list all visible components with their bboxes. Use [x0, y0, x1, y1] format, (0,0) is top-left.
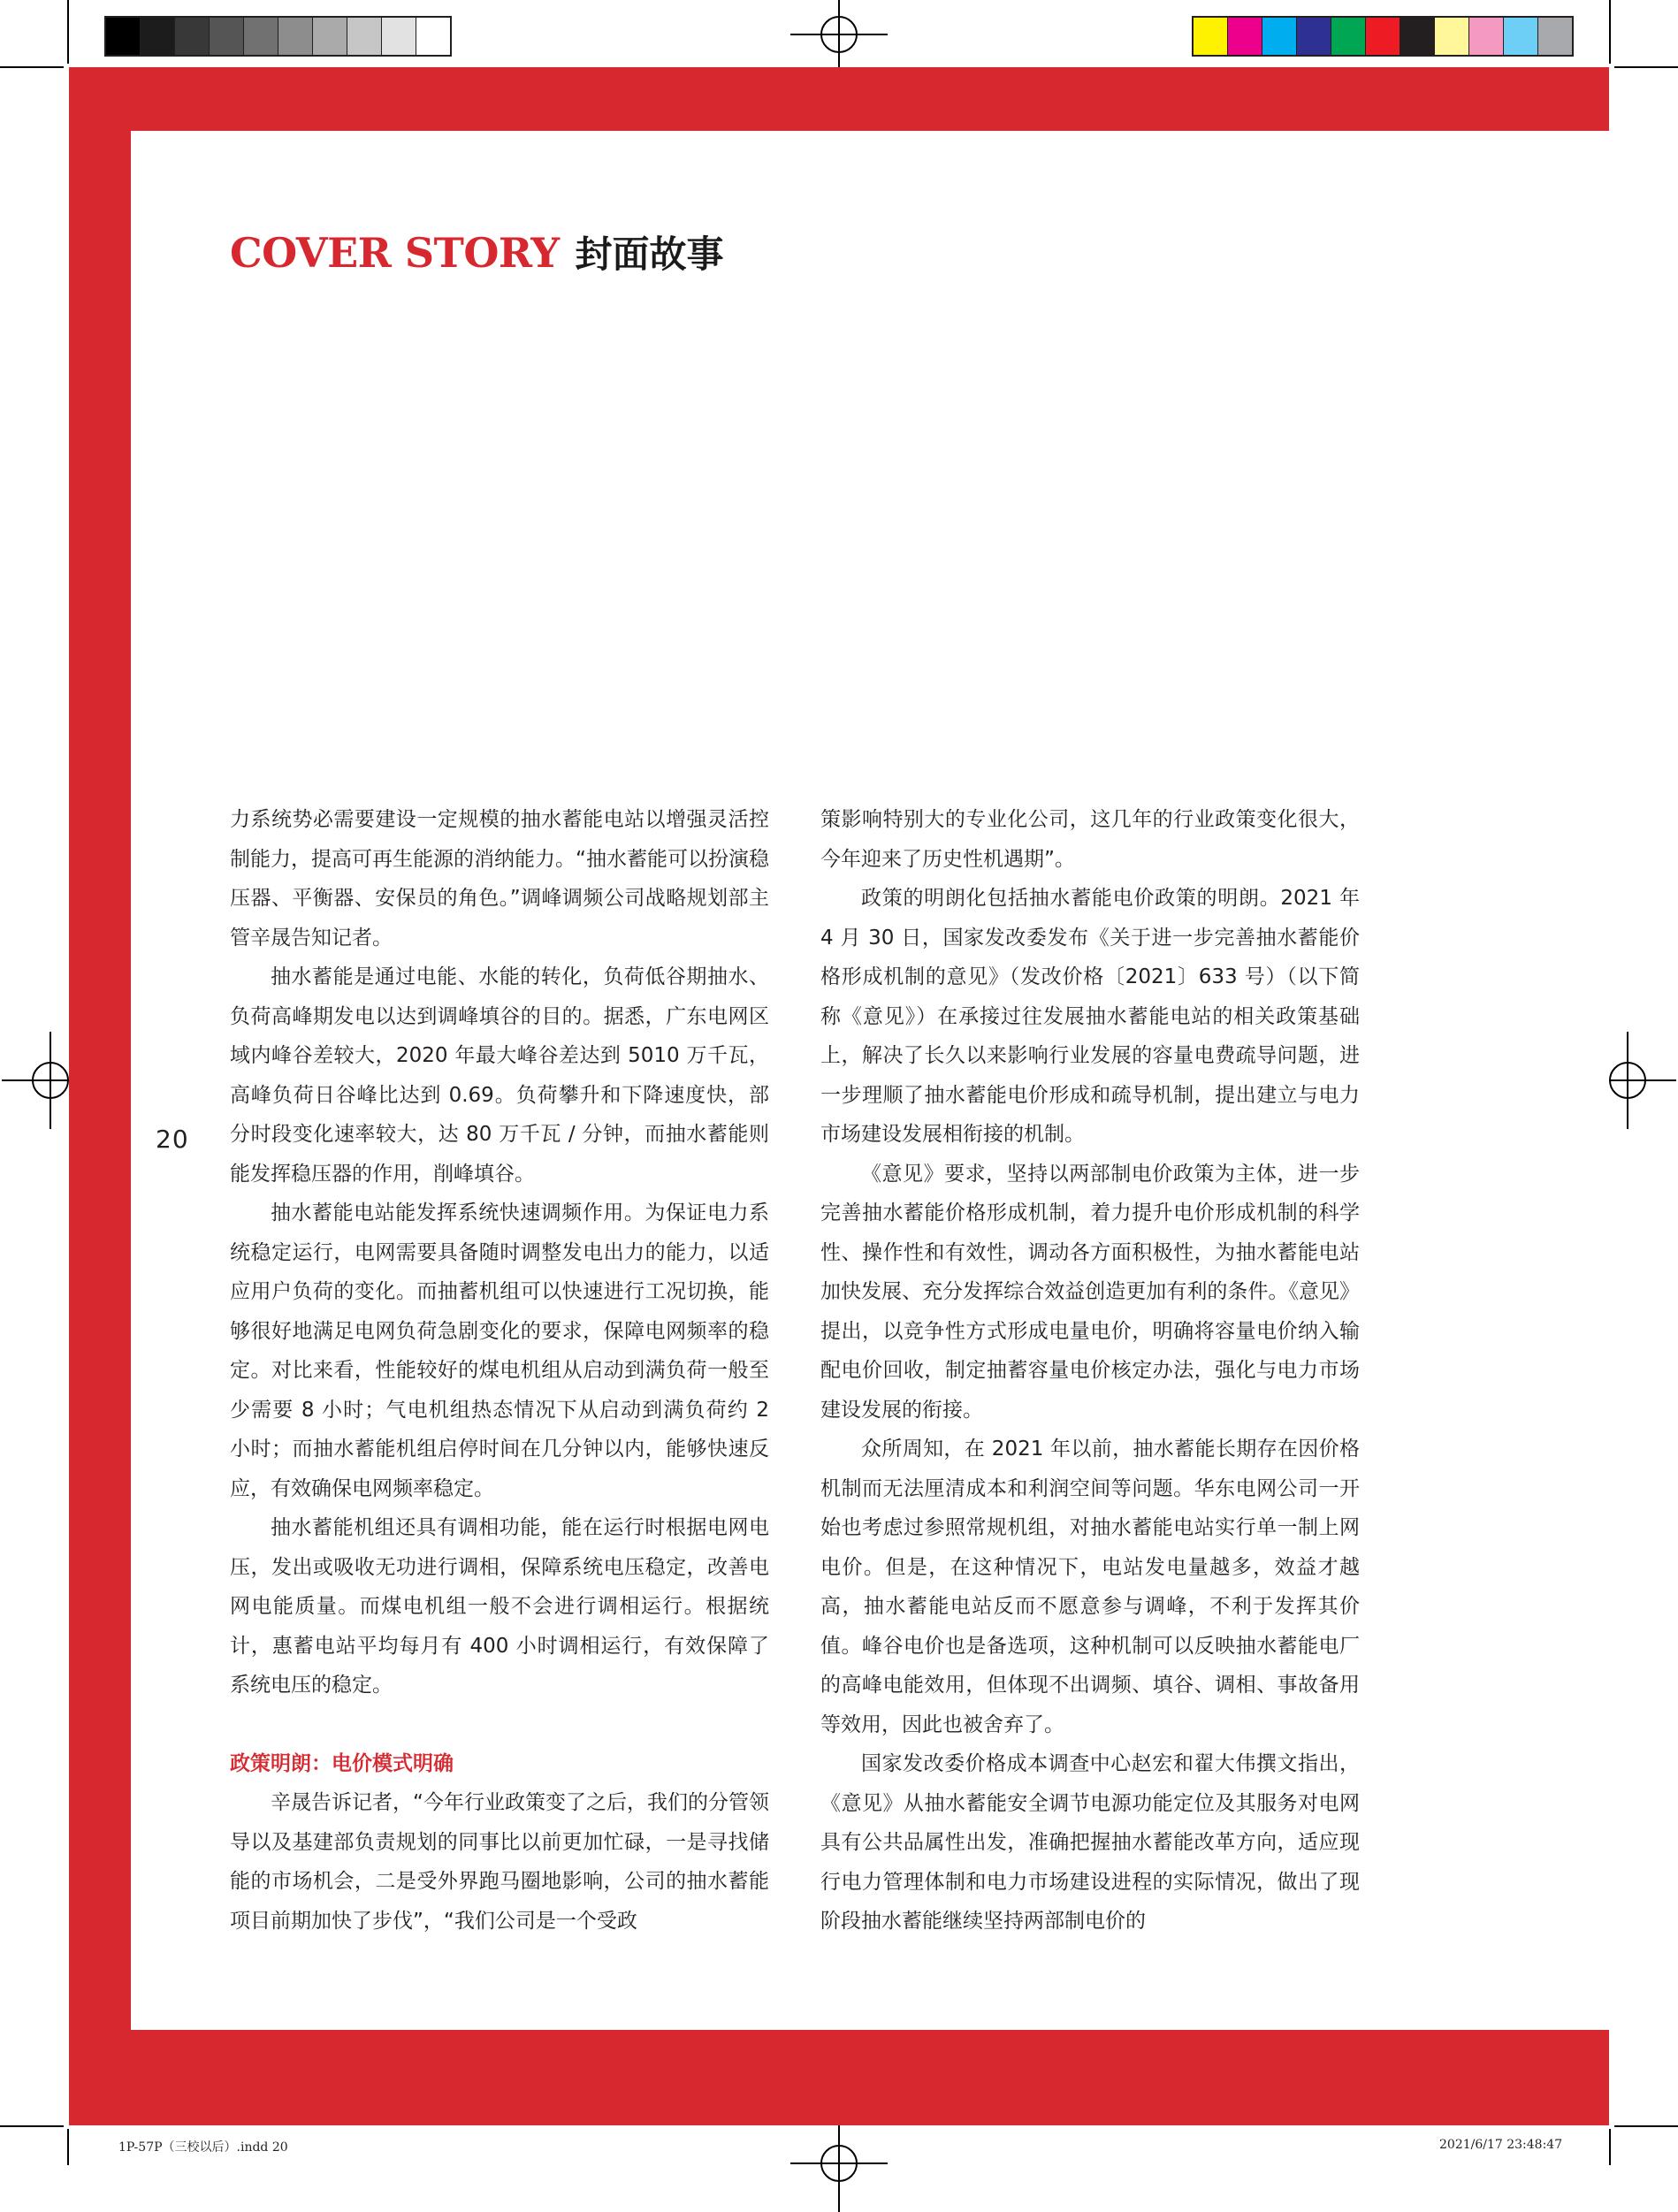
color-swatch	[278, 18, 313, 55]
trim-mark-bl-h	[0, 2125, 64, 2127]
paragraph: 辛晟告诉记者，“今年行业政策变了之后，我们的分管领导以及基建部负责规划的同事比以前更加忙碌，一是寻找储能的市场机会，二是受外界跑马圈地影响，公司的抽水蓄能项目前期加快了步伐”，“我们公司是一个受政	[230, 1791, 769, 1933]
color-swatch	[1366, 18, 1400, 55]
paragraph: 力系统势必需要建设一定规模的抽水蓄能电站以增强灵活控制能力，提高可再生能源的消纳能力。“抽水蓄能可以扮演稳压器、平衡器、安保员的角色。”调峰调频公司战略规划部主管辛晟告知记者。	[230, 808, 769, 950]
trim-mark-tr-v	[1609, 0, 1611, 64]
section-header	[230, 225, 724, 278]
color-swatch	[313, 18, 347, 55]
color-swatch	[1331, 18, 1366, 55]
trim-mark-br-v	[1609, 2129, 1611, 2165]
section-subheading: 政策明朗：电价模式明确	[230, 1751, 454, 1775]
color-swatch	[416, 18, 450, 55]
paragraph: 众所周知，在 2021 年以前，抽水蓄能长期存在因价格机制而无法厘清成本和利润空间等问题。华东电网公司一开始也考虑过参照常规机组，对抽水蓄能电站实行单一制上网电价。但是，在这种情况下，电站发电量越多，效益才越高，抽水蓄能电站反而不愿意参与调峰，不利于发挥其价值。峰谷电价也是备选项，这种机制可以反映抽水蓄能电厂的高峰电能效用，但体现不出调频、填谷、调相、事故备用等效用，因此也被舍弃了。	[820, 1438, 1360, 1736]
color-swatch	[1297, 18, 1331, 55]
paragraph: 策影响特别大的专业化公司，这几年的行业政策变化很大，今年迎来了历史性机遇期”。	[820, 808, 1360, 871]
color-swatch	[175, 18, 210, 55]
paragraph: 《意见》要求，坚持以两部制电价政策为主体，进一步完善抽水蓄能价格形成机制，着力提升电价形成机制的科学性、操作性和有效性，调动各方面积极性，为抽水蓄能电站加快发展、充分发挥综合效益创造更加有利的条件。《意见》提出，以竞争性方式形成电量电价，明确将容量电价纳入输配电价回收，制定抽蓄容量电价核定办法，强化与电力市场建设发展的衔接。	[820, 1162, 1360, 1422]
color-swatch	[106, 18, 141, 55]
article-column-left	[230, 800, 769, 1941]
registration-mark-bottom	[790, 2115, 888, 2212]
color-swatch	[382, 18, 416, 55]
color-swatch	[1435, 18, 1469, 55]
grayscale-color-bar	[104, 16, 452, 57]
trim-mark-tr-h	[1614, 66, 1678, 68]
color-swatch	[141, 18, 175, 55]
color-swatch	[1469, 18, 1504, 55]
slug-filename: 1P-57P（三校以后）.indd 20	[118, 2140, 288, 2155]
paragraph: 抽水蓄能机组还具有调相功能，能在运行时根据电网电压，发出或吸收无功进行调相，保障系统电压稳定，改善电网电能质量。而煤电机组一般不会进行调相运行。根据统计，惠蓄电站平均每月有 400 小时调相运行，有效保障了系统电压的稳定。	[230, 1516, 769, 1697]
trim-mark-br-h	[1614, 2125, 1678, 2127]
paragraph: 政策的明朗化包括抽水蓄能电价政策的明朗。2021 年 4 月 30 日，国家发改委发布《关于进一步完善抽水蓄能价格形成机制的意见》（发改价格〔2021〕633 号）（以下简称《意见》）在承接过往发展抽水蓄能电站的相关政策基础上，解决了长久以来影响行业发展的容量电费疏导问题，进一步理顺了抽水蓄能电价形成和疏导机制，提出建立与电力市场建设发展相衔接的机制。	[820, 887, 1360, 1146]
trim-mark-bl-v	[67, 2129, 69, 2165]
color-swatch	[347, 18, 382, 55]
slug-timestamp: 2021/6/17 23:48:47	[1439, 2138, 1563, 2152]
color-swatch	[210, 18, 244, 55]
color-swatch	[1228, 18, 1262, 55]
color-swatch	[1400, 18, 1435, 55]
color-swatch	[1262, 18, 1297, 55]
page-number: 20	[156, 1125, 189, 1154]
color-swatch	[244, 18, 278, 55]
paragraph: 抽水蓄能电站能发挥系统快速调频作用。为保证电力系统稳定运行，电网需要具备随时调整发电出力的能力，以适应用户负荷的变化。而抽蓄机组可以快速进行工况切换，能够很好地满足电网负荷急剧变化的要求，保障电网频率的稳定。对比来看，性能较好的煤电机组从启动到满负荷一般至少需要 8 小时；气电机组热态情况下从启动到满负荷约 2 小时；而抽水蓄能机组启停时间在几分钟以内，能够快速反应，有效确保电网频率稳定。	[230, 1201, 769, 1500]
section-title-zh: 封面故事	[575, 233, 724, 276]
paragraph: 国家发改委价格成本调查中心赵宏和翟大伟撰文指出，《意见》从抽水蓄能安全调节电源功能定位及其服务对电网具有公共品属性出发，准确把握抽水蓄能改革方向，适应现行电力管理体制和电力市场建设进程的实际情况，做出了现阶段抽水蓄能继续坚持两部制电价的	[820, 1752, 1360, 1933]
paragraph: 抽水蓄能是通过电能、水能的转化，负荷低谷期抽水、负荷高峰期发电以达到调峰填谷的目的。据悉，广东电网区域内峰谷差较大，2020 年最大峰谷差达到 5010 万千瓦，高峰负荷日谷峰比达到 0.69。负荷攀升和下降速度快，部分时段变化速率较大，达 80 万千瓦 / 分钟，而抽水蓄能则能发挥稳压器的作用，削峰填谷。	[230, 965, 769, 1186]
color-swatch	[1194, 18, 1228, 55]
section-title-en: COVER STORY	[230, 229, 560, 277]
process-color-bar	[1192, 16, 1574, 57]
color-swatch	[1504, 18, 1538, 55]
article-column-right	[820, 800, 1360, 1941]
color-swatch	[1538, 18, 1572, 55]
trim-mark-tl-h	[0, 66, 64, 68]
trim-mark-tl-v	[67, 0, 69, 64]
